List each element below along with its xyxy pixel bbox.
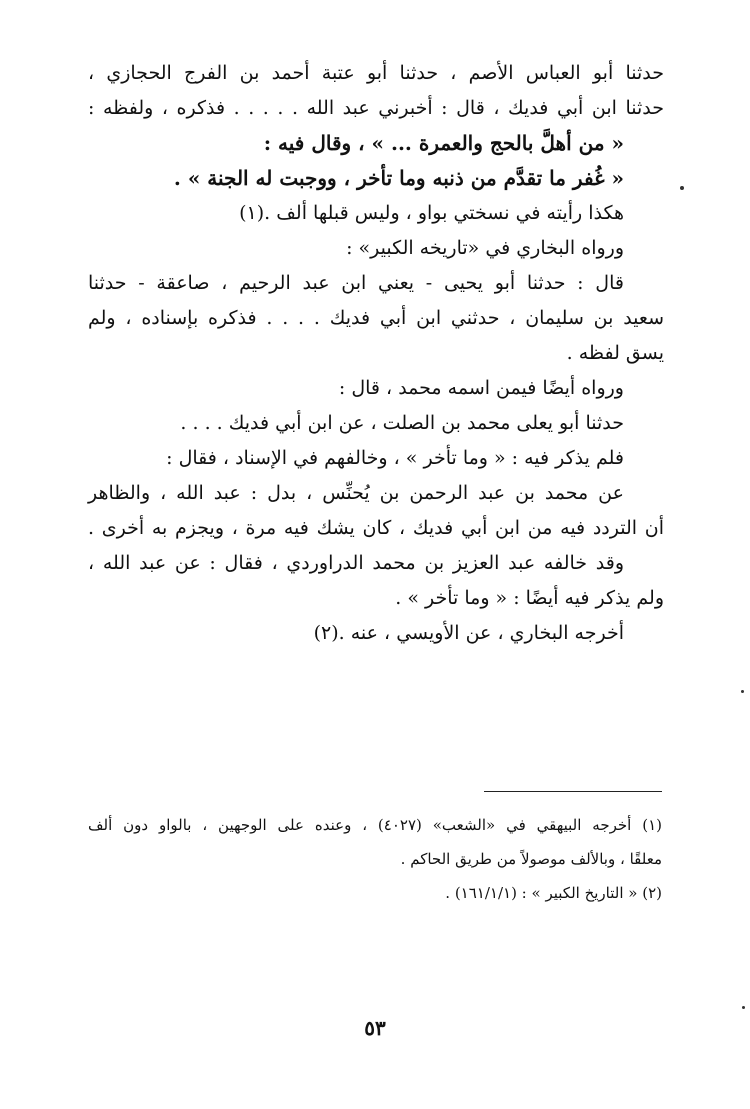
footnote-line: (٢) « التاريخ الكبير » : (١٦١/١/١) . (445, 884, 662, 902)
text-line: سعيد بن سليمان ، حدثني ابن أبي فديك . . . . فذكره بإسناده ، ولم (88, 307, 664, 329)
text-line: حدثنا أبو يعلى محمد بن الصلت ، عن ابن أبي فديك . . . . (180, 412, 624, 434)
scan-speck (742, 1006, 745, 1009)
main-text-block (88, 60, 664, 655)
text-line: وقد خالفه عبد العزيز بن محمد الدراوردي ، فقال : عن عبد الله ، (88, 552, 624, 574)
text-line: ورواه البخاري في «تاريخه الكبير» : (346, 237, 624, 259)
footnote-divider (484, 791, 662, 792)
hadith-quote-line: « من أهلَّ بالحج والعمرة ... » ، وقال فيه : (263, 131, 624, 155)
text-line: أخرجه البخاري ، عن الأويسي ، عنه .(٢) (313, 622, 624, 644)
text-line: قال : حدثنا أبو يحيى - يعني ابن عبد الرحيم ، صاعقة - حدثنا (88, 272, 624, 294)
scan-speck (741, 690, 744, 693)
footnote-line: (١) أخرجه البيهقي في «الشعب» (٤٠٢٧) ، وعنده على الوجهين ، بالواو دون ألف (88, 816, 662, 834)
text-line: فلم يذكر فيه : « وما تأخر » ، وخالفهم في الإسناد ، فقال : (166, 447, 624, 469)
footnote-line: معلقًا ، وبالألف موصولاً من طريق الحاكم . (400, 850, 662, 868)
text-line: يسق لفظه . (566, 342, 664, 364)
footnotes-block (88, 814, 662, 916)
text-line: عن محمد بن عبد الرحمن بن يُحنِّس ، بدل : عبد الله ، والظاهر (88, 482, 624, 504)
text-line: ولم يذكر فيه أيضًا : « وما تأخر » . (395, 587, 664, 609)
page-number: ٥٣ (364, 1016, 386, 1040)
text-line: هكذا رأيته في نسختي بواو ، وليس قبلها ألف .(١) (239, 202, 624, 224)
text-line: ورواه أيضًا فيمن اسمه محمد ، قال : (338, 377, 624, 399)
text-line: حدثنا أبو العباس الأصم ، حدثنا أبو عتبة أحمد بن الفرج الحجازي ، (88, 62, 664, 84)
hadith-quote-line: « غُفر ما تقدَّم من ذنبه وما تأخر ، ووجبت له الجنة » . (173, 166, 624, 190)
text-line: حدثنا ابن أبي فديك ، قال : أخبرني عبد الله . . . . . فذكره ، ولفظه : (88, 97, 664, 119)
text-line: أن التردد فيه من ابن أبي فديك ، كان يشك فيه مرة ، ويجزم به أخرى . (88, 517, 664, 539)
scan-speck (680, 186, 684, 190)
